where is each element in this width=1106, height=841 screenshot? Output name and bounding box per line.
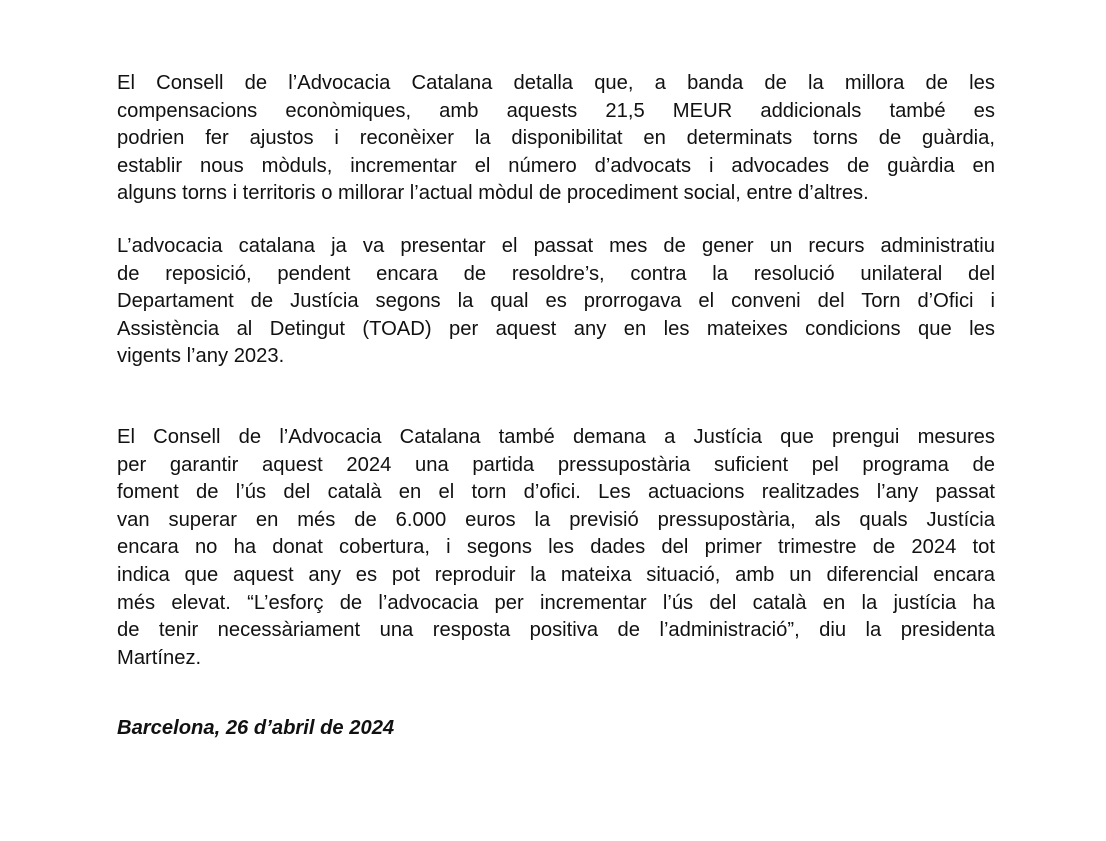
paragraph-line: Assistència al Detingut (TOAD) per aquest any en les mateixes condicions que les <box>117 317 995 340</box>
place-date-signature: Barcelona, 26 d’abril de 2024 <box>117 717 395 739</box>
paragraph-line: per garantir aquest 2024 una partida pressupostària suficient pel programa de <box>117 453 995 476</box>
paragraph-line: més elevat. “L’esforç de l’advocacia per incrementar l’ús del català en la justícia ha <box>117 591 995 614</box>
paragraph-line: alguns torns i territoris o millorar l’actual mòdul de procediment social, entre d’altres. <box>117 182 869 205</box>
paragraph-line: de tenir necessàriament una resposta positiva de l’administració”, diu la presidenta <box>117 619 995 642</box>
paragraph-line: de reposició, pendent encara de resoldre’s, contra la resolució unilateral del <box>117 262 995 285</box>
paragraph-appeal <box>117 233 995 371</box>
paragraph-line: Martínez. <box>117 646 202 669</box>
paragraph-line: foment de l’ús del català en el torn d’ofici. Les actuacions realitzades l’any passat <box>117 481 995 504</box>
paragraph-line: van superar en més de 6.000 euros la previsió pressupostària, als quals Justícia <box>117 508 995 531</box>
paragraph-line: Departament de Justícia segons la qual es prorrogava el conveni del Torn d’Ofici i <box>117 290 995 313</box>
paragraph-line: El Consell de l’Advocacia Catalana també demana a Justícia que prengui mesures <box>117 426 995 448</box>
paragraph-compensations <box>117 70 995 208</box>
paragraph-line: compensacions econòmiques, amb aquests 21,5 MEUR addicionals també es <box>117 99 995 122</box>
paragraph-line: podrien fer ajustos i reconèixer la disponibilitat en determinats torns de guàrdia, <box>117 127 995 150</box>
paragraph-line: establir nous mòduls, incrementar el número d’advocats i advocades de guàrdia en <box>117 154 995 177</box>
paragraph-line: indica que aquest any es pot reproduir la mateixa situació, amb un diferencial encara <box>117 563 995 586</box>
paragraph-line: El Consell de l’Advocacia Catalana detalla que, a banda de la millora de les <box>117 72 995 94</box>
paragraph-catalan-program <box>117 424 995 672</box>
paragraph-line: vigents l’any 2023. <box>117 345 285 368</box>
paragraph-line: L’advocacia catalana ja va presentar el passat mes de gener un recurs administratiu <box>117 235 995 257</box>
paragraph-line: encara no ha donat cobertura, i segons les dades del primer trimestre de 2024 tot <box>117 536 995 559</box>
